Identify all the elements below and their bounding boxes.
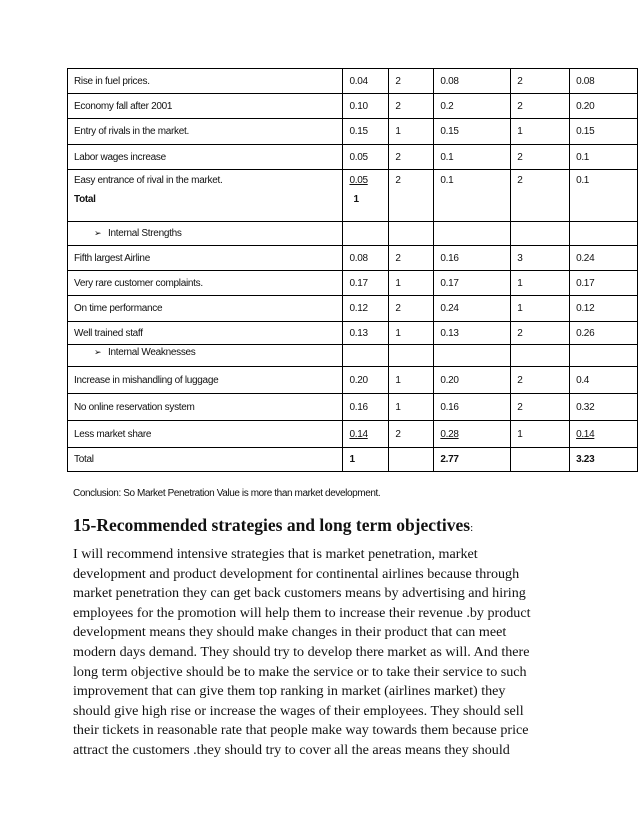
tas-cell: 0.1 <box>434 170 511 222</box>
tas-cell: 0.15 <box>570 119 638 145</box>
tas-cell: 0.15 <box>434 119 511 145</box>
as-cell: 1 <box>389 322 434 345</box>
tas-cell: 0.17 <box>570 271 638 296</box>
tas-cell: 0.1 <box>570 170 638 222</box>
factor-cell <box>68 170 343 222</box>
as-cell: 1 <box>389 119 434 145</box>
weight-cell: 0.14 <box>343 421 389 448</box>
section-row-weaknesses <box>68 345 638 367</box>
section-label-cell <box>68 222 343 246</box>
as-cell: 2 <box>389 296 434 322</box>
weight-cell: 0.15 <box>343 119 389 145</box>
tas-cell: 0.32 <box>570 394 638 421</box>
factor-cell: Well trained staff <box>68 322 343 345</box>
total-tas-cell: 3.23 <box>570 448 638 472</box>
table-row <box>68 322 638 345</box>
tas-cell: 0.17 <box>434 271 511 296</box>
factor-cell: Fifth largest Airline <box>68 246 343 271</box>
weight-cell: 0.10 <box>343 94 389 119</box>
paragraph-line: modern days demand. They should try to develop there market as will. And there <box>73 643 530 660</box>
arrow-bullet-icon: ➢ <box>94 347 102 357</box>
as-cell: 3 <box>511 246 570 271</box>
factor-cell: On time performance <box>68 296 343 322</box>
as-cell: 1 <box>511 271 570 296</box>
table-row <box>68 170 638 222</box>
tas-cell: 0.1 <box>434 145 511 170</box>
tas-cell: 0.20 <box>434 367 511 394</box>
table-row <box>68 145 638 170</box>
table-row <box>68 296 638 322</box>
paragraph-line: development and product development for continental airlines because through <box>73 565 520 582</box>
tas-cell: 0.26 <box>570 322 638 345</box>
factor-text: Easy entrance of rival in the market. <box>74 175 223 186</box>
section-row-strengths <box>68 222 638 246</box>
as-cell: 2 <box>511 94 570 119</box>
total-weight-cell: 1 <box>343 448 389 472</box>
weight-cell: 0.12 <box>343 296 389 322</box>
tas-cell: 0.16 <box>434 394 511 421</box>
paragraph-line: I will recommend intensive strategies that is market penetration, market <box>73 546 478 562</box>
weight-cell: 0.08 <box>343 246 389 271</box>
as-cell: 2 <box>511 367 570 394</box>
total-tas-cell: 2.77 <box>434 448 511 472</box>
factor-cell: Labor wages increase <box>68 145 343 170</box>
as-cell: 2 <box>389 94 434 119</box>
total-label: Total <box>74 194 96 205</box>
as-cell: 2 <box>389 69 434 94</box>
table-row <box>68 246 638 271</box>
arrow-bullet-icon: ➢ <box>94 228 102 238</box>
as-cell: 2 <box>389 170 434 222</box>
heading-text: 15-Recommended strategies and long term objectives <box>73 515 471 535</box>
paragraph-line: their tickets in reasonable rate that people make way towards them because price <box>73 722 529 739</box>
as-cell: 1 <box>389 394 434 421</box>
conclusion-text: Conclusion: So Market Penetration Value is more than market development. <box>73 488 381 499</box>
section-label: ➢ Internal Weaknesses <box>94 347 196 358</box>
as-cell: 2 <box>389 421 434 448</box>
weight-cell: 0.16 <box>343 394 389 421</box>
table-row <box>68 421 638 448</box>
table-row <box>68 119 638 145</box>
paragraph-line: should give high rise or increase the wages of their employees. They should sell <box>73 702 524 719</box>
as-cell: 1 <box>389 271 434 296</box>
paragraph-line: development means they should make changes in their product that can meet <box>73 624 507 641</box>
tas-cell: 0.4 <box>570 367 638 394</box>
as-cell: 2 <box>389 246 434 271</box>
weight-cell <box>343 170 389 222</box>
weight-cell: 0.13 <box>343 322 389 345</box>
section-label-cell <box>68 345 343 367</box>
as-cell: 2 <box>511 322 570 345</box>
as-cell: 1 <box>389 367 434 394</box>
paragraph-line: market penetration they can get back customers means by advertising and hiring <box>73 585 526 602</box>
tas-cell: 0.12 <box>570 296 638 322</box>
tas-cell: 0.24 <box>434 296 511 322</box>
factor-cell: Rise in fuel prices. <box>68 69 343 94</box>
weight-cell: 0.05 <box>343 145 389 170</box>
tas-cell: 0.14 <box>570 421 638 448</box>
heading-colon: : <box>470 522 474 534</box>
weight-total: 1 <box>353 194 359 205</box>
as-cell: 2 <box>511 394 570 421</box>
as-cell: 2 <box>511 170 570 222</box>
factor-cell: Economy fall after 2001 <box>68 94 343 119</box>
factor-cell: Very rare customer complaints. <box>68 271 343 296</box>
weight-cell: 0.04 <box>343 69 389 94</box>
as-cell: 1 <box>511 296 570 322</box>
weight-value: 0.05 <box>349 175 368 186</box>
factor-cell: Entry of rivals in the market. <box>68 119 343 145</box>
qspm-table <box>67 68 638 472</box>
paragraph-line: long term objective should be to make the service or to take their service to such <box>73 663 527 680</box>
table-row <box>68 69 638 94</box>
table-row <box>68 394 638 421</box>
as-cell: 2 <box>511 145 570 170</box>
table-row <box>68 94 638 119</box>
table-row <box>68 271 638 296</box>
tas-cell: 0.28 <box>434 421 511 448</box>
tas-cell: 0.2 <box>434 94 511 119</box>
factor-cell: Increase in mishandling of luggage <box>68 367 343 394</box>
section-label: ➢ Internal Strengths <box>94 228 182 239</box>
weight-cell: 0.20 <box>343 367 389 394</box>
as-cell: 1 <box>511 119 570 145</box>
paragraph-line: employees for the promotion will help them to increase their revenue .by product <box>73 604 531 621</box>
tas-cell: 0.13 <box>434 322 511 345</box>
table-row-total <box>68 448 638 472</box>
tas-cell: 0.1 <box>570 145 638 170</box>
tas-cell: 0.16 <box>434 246 511 271</box>
total-label-cell: Total <box>68 448 343 472</box>
table-row <box>68 367 638 394</box>
as-cell: 2 <box>511 69 570 94</box>
factor-cell: Less market share <box>68 421 343 448</box>
as-cell: 2 <box>389 145 434 170</box>
body-paragraph <box>73 545 553 761</box>
tas-cell: 0.08 <box>570 69 638 94</box>
weight-cell: 0.17 <box>343 271 389 296</box>
paragraph-line: improvement that can give them top ranking in market (airlines market) they <box>73 683 506 700</box>
tas-cell: 0.08 <box>434 69 511 94</box>
tas-cell: 0.24 <box>570 246 638 271</box>
tas-cell: 0.20 <box>570 94 638 119</box>
factor-cell: No online reservation system <box>68 394 343 421</box>
as-cell: 1 <box>511 421 570 448</box>
paragraph-line: attract the customers .they should try to cover all the areas means they should <box>73 741 510 758</box>
section-heading <box>73 515 473 536</box>
